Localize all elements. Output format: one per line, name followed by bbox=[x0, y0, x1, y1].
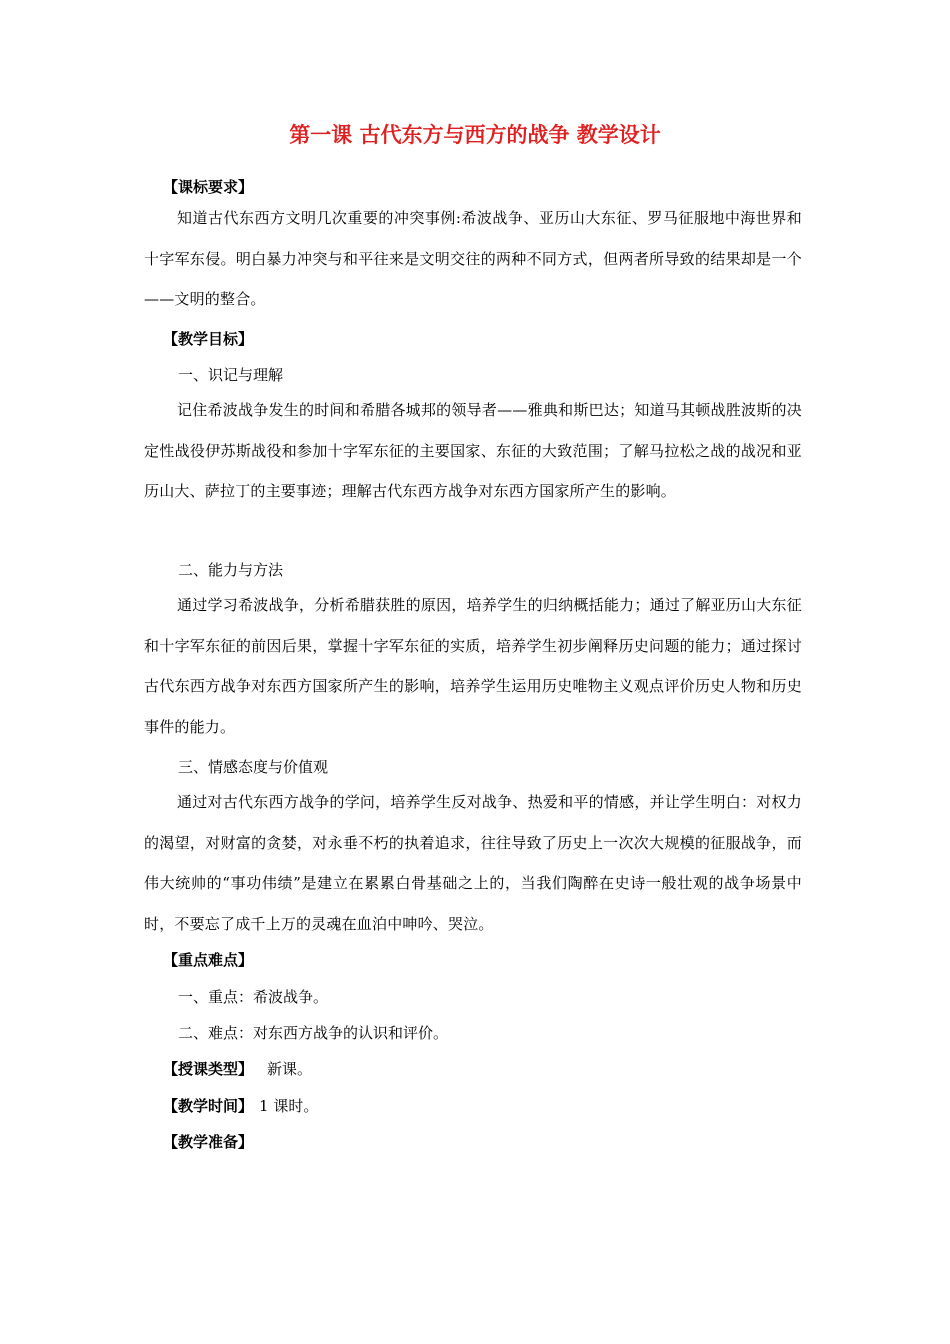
goal3-title: 三、情感态度与价值观 bbox=[178, 758, 329, 776]
lesson-time-value: 1 课时。 bbox=[259, 1097, 319, 1115]
goal1-paragraph: 记住希波战争发生的时间和希腊各城邦的领导者——雅典和斯巴达；知道马其顿战胜波斯的决定性战役伊苏斯战役和参加十字军东征的主要国家、东征的大致范围；了解马拉松之战的战况和亚历山大、萨拉丁的主要事迹；理解古代东西方战争对东西方国家所产生的影响。 bbox=[144, 401, 802, 500]
goals-heading: 【教学目标】 bbox=[163, 330, 254, 348]
key-point: 一、重点：希波战争。 bbox=[178, 988, 329, 1006]
standards-paragraph: 知道古代东西方文明几次重要的冲突事例:希波战争、亚历山大东征、罗马征服地中海世界和十字军东侵。明白暴力冲突与和平往来是文明交往的两种不同方式，但两者所导致的结果却是一个——文明的整合。 bbox=[144, 209, 802, 308]
lesson-type-heading: 【授课类型】 bbox=[163, 1060, 254, 1078]
document-title: 第一课 古代东方与西方的战争 教学设计 bbox=[289, 123, 661, 147]
lesson-time-heading: 【教学时间】 bbox=[163, 1097, 254, 1115]
lesson-time-row bbox=[163, 1094, 318, 1118]
goal1-title: 一、识记与理解 bbox=[178, 366, 284, 384]
standards-heading: 【课标要求】 bbox=[163, 178, 254, 196]
goal2-paragraph: 通过学习希波战争，分析希腊获胜的原因，培养学生的归纳概括能力；通过了解亚历山大东征和十字军东征的前因后果，掌握十字军东征的实质，培养学生初步阐释历史问题的能力；通过探讨古代东西方战争对东西方国家所产生的影响，培养学生运用历史唯物主义观点评价历史人物和历史事件的能力。 bbox=[144, 596, 802, 736]
difficult-point: 二、难点：对东西方战争的认识和评价。 bbox=[178, 1024, 449, 1042]
goal2-title: 二、能力与方法 bbox=[178, 561, 284, 579]
lesson-type-value: 新课。 bbox=[267, 1060, 313, 1078]
goal3-paragraph: 通过对古代东西方战争的学问，培养学生反对战争、热爱和平的情感，并让学生明白：对权力的渴望，对财富的贪婪，对永垂不朽的执着追求，往往导致了历史上一次次大规模的征服战争，而伟大统帅的“事功伟绩”是建立在累累白骨基础之上的，当我们陶醉在史诗一般壮观的战争场景中时，不要忘了成千上万的灵魂在血泊中呻吟、哭泣。 bbox=[144, 793, 802, 933]
lesson-type-row bbox=[163, 1057, 312, 1081]
key-difficult-heading: 【重点难点】 bbox=[163, 951, 254, 969]
preparation-heading: 【教学准备】 bbox=[163, 1133, 254, 1151]
